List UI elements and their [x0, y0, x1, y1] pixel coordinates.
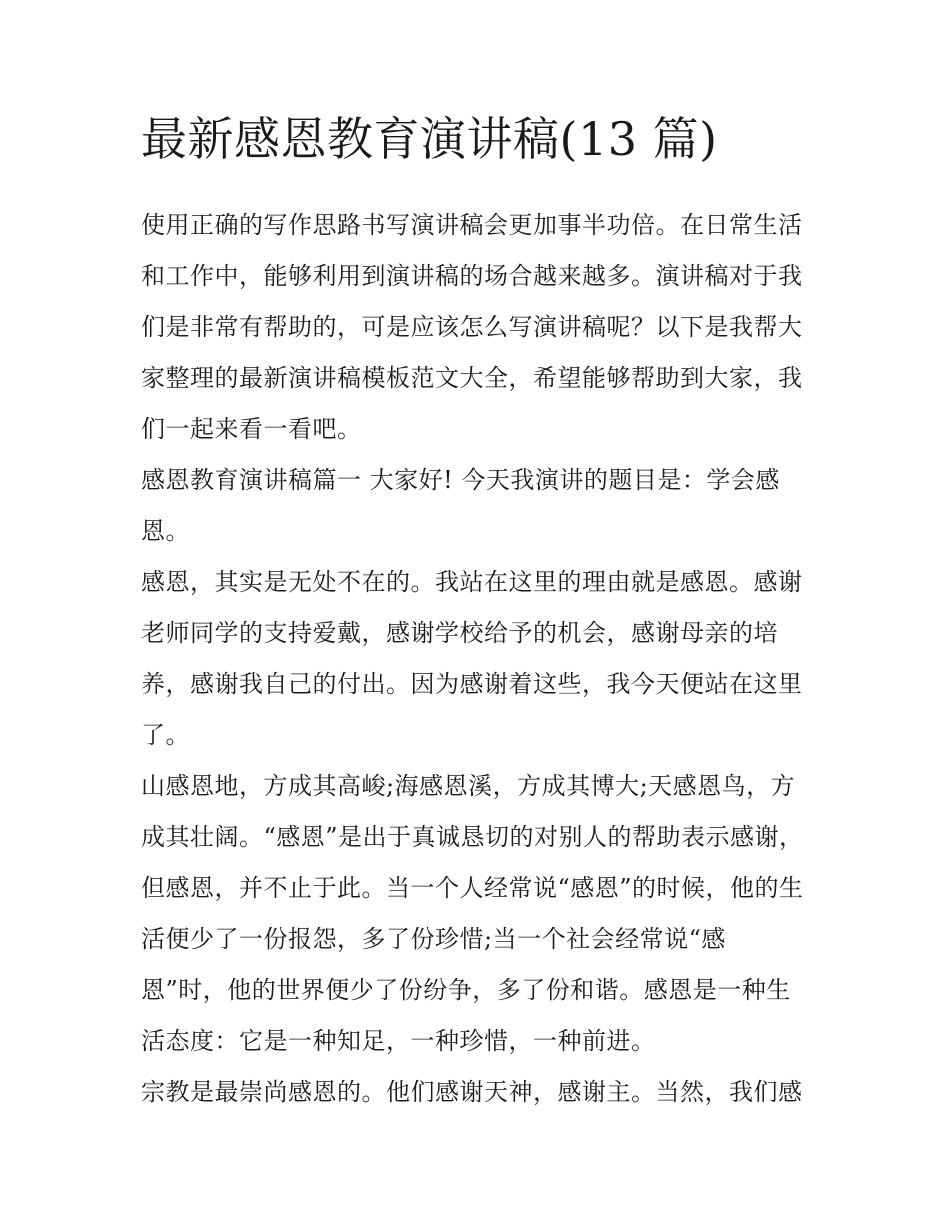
- paragraph-gratitude-everywhere: 感恩，其实是无处不在的。我站在这里的理由就是感恩。感谢老师同学的支持爱戴，感谢学校给予的机会，感谢母亲的培养，感谢我自己的付出。因为感谢着这些，我今天便站在这里了。: [141, 568, 803, 749]
- paragraph-intro: 使用正确的写作思路书写演讲稿会更加事半功倍。在日常生活和工作中，能够利用到演讲稿的场合越来越多。演讲稿对于我们是非常有帮助的，可是应该怎么写演讲稿呢？以下是我帮大家整理的最新演讲稿模板范文大全，希望能够帮助到大家，我们一起来看一看吧。: [141, 211, 803, 443]
- paragraph-speech-opening: 感恩教育演讲稿篇一 大家好! 今天我演讲的题目是：学会感恩。: [141, 466, 780, 545]
- document-title: 最新感恩教育演讲稿(13 篇): [141, 112, 718, 166]
- paragraph-nature-gratitude: 山感恩地，方成其高峻;海感恩溪，方成其博大;天感恩鸟，方成其壮阔。“感恩”是出于真诚恳切的对别人的帮助表示感谢，但感恩，并不止于此。当一个人经常说“感恩”的时候，他的生活便少了一份报怨，多了份珍惜;当一个社会经常说“感恩”时，他的世界便少了份纷争，多了份和谐。感恩是一种生活态度：它是一种知足，一种珍惜，一种前进。: [141, 772, 804, 1055]
- document-body: [141, 200, 811, 1118]
- paragraph-religion-gratitude: 宗教是最崇尚感恩的。他们感谢天神，感谢主。当然，我们感: [141, 1078, 803, 1106]
